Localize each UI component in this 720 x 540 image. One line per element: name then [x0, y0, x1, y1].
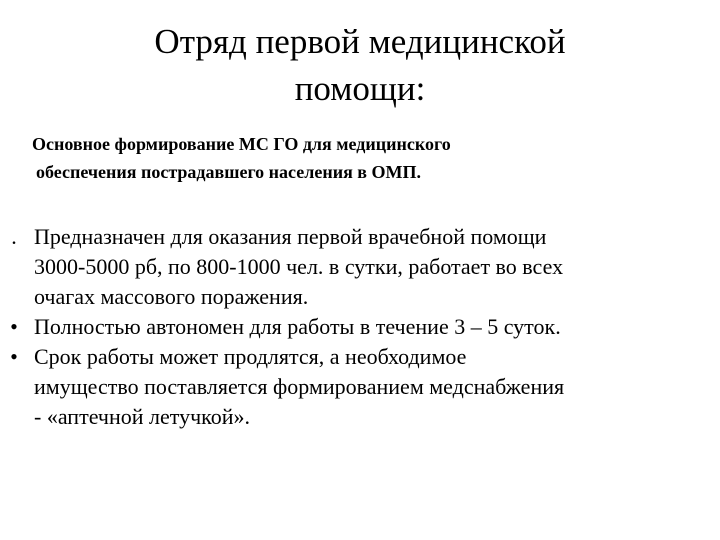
bullet-text-line: имущество поставляется формированием медснабжения [34, 374, 565, 399]
slide-subtitle [32, 130, 672, 186]
bullet-text-line: - «аптечной летучкой». [34, 404, 250, 429]
bullet-marker-icon: . [11, 224, 17, 249]
bullet-text-line: Полностью автономен для работы в течение 3 – 5 суток. [34, 314, 561, 339]
bullet-item [0, 222, 720, 312]
slide-title-line: помощи: [294, 69, 426, 108]
bullet-text-line: 3000-5000 рб, по 800-1000 чел. в сутки, работает во всех [34, 254, 564, 279]
bullet-item [0, 312, 720, 342]
bullet-marker-icon: • [10, 314, 18, 339]
bullet-item [0, 342, 720, 432]
bullet-text-line: Срок работы может продлятся, а необходимое [34, 344, 467, 369]
slide-subtitle-line: Основное формирование МС ГО для медицинского [32, 134, 451, 154]
slide-title-line: Отряд первой медицинской [154, 22, 566, 61]
bullet-marker-icon: • [10, 344, 18, 369]
bullet-text-line: очагах массового поражения. [34, 284, 309, 309]
bullet-text-line: Предназначен для оказания первой врачебной помощи [34, 224, 547, 249]
slide-title [60, 18, 660, 112]
slide-subtitle-line: обеспечения пострадавшего населения в ОМП. [36, 162, 422, 182]
bullet-list [0, 222, 720, 432]
